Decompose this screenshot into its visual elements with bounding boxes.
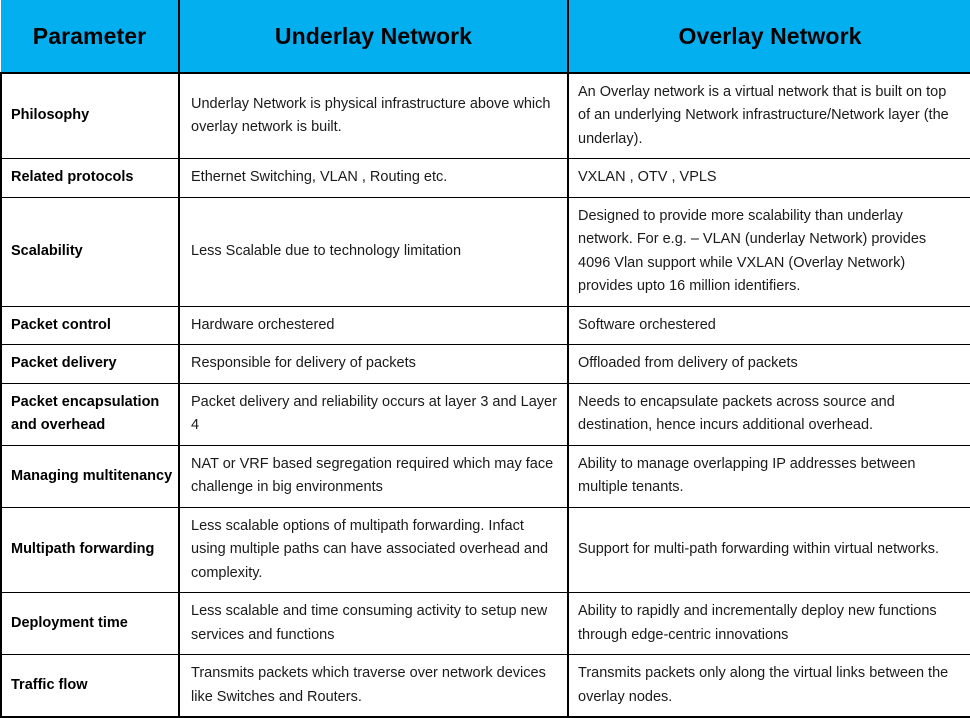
row-underlay-value: Packet delivery and reliability occurs at layer 3 and Layer 4 (179, 383, 568, 445)
table-row (1, 306, 970, 344)
row-overlay-value: Offloaded from delivery of packets (568, 345, 970, 383)
row-overlay-value: Software orchestered (568, 306, 970, 344)
table-row (1, 159, 970, 197)
row-parameter-label: Scalability (1, 197, 179, 306)
row-parameter-label: Multipath forwarding (1, 507, 179, 592)
row-overlay-value: Support for multi-path forwarding within virtual networks. (568, 507, 970, 592)
row-underlay-value: Ethernet Switching, VLAN , Routing etc. (179, 159, 568, 197)
row-overlay-value: Ability to manage overlapping IP addresses between multiple tenants. (568, 445, 970, 507)
table-header-row (1, 0, 970, 73)
table-row (1, 507, 970, 592)
header-overlay-network: Overlay Network (568, 0, 970, 73)
row-underlay-value: NAT or VRF based segregation required which may face challenge in big environments (179, 445, 568, 507)
row-parameter-label: Packet delivery (1, 345, 179, 383)
row-underlay-value: Less scalable and time consuming activity to setup new services and functions (179, 593, 568, 655)
row-parameter-label: Related protocols (1, 159, 179, 197)
row-underlay-value: Less scalable options of multipath forwarding. Infact using multiple paths can have associated overhead and complexity. (179, 507, 568, 592)
row-overlay-value: VXLAN , OTV , VPLS (568, 159, 970, 197)
header-underlay-network: Underlay Network (179, 0, 568, 73)
table-row (1, 593, 970, 655)
row-underlay-value: Transmits packets which traverse over network devices like Switches and Routers. (179, 655, 568, 717)
row-overlay-value: Designed to provide more scalability than underlay network. For e.g. – VLAN (underlay Network) provides 4096 Vlan support while VXLAN (Overlay Network) provides upto 16 million identifiers. (568, 197, 970, 306)
row-underlay-value: Less Scalable due to technology limitation (179, 197, 568, 306)
table-row (1, 655, 970, 717)
table-row (1, 73, 970, 159)
row-underlay-value: Hardware orchestered (179, 306, 568, 344)
table-row (1, 197, 970, 306)
row-overlay-value: Needs to encapsulate packets across source and destination, hence incurs additional overhead. (568, 383, 970, 445)
row-parameter-label: Philosophy (1, 73, 179, 159)
row-parameter-label: Managing multitenancy (1, 445, 179, 507)
row-parameter-label: Deployment time (1, 593, 179, 655)
row-parameter-label: Traffic flow (1, 655, 179, 717)
row-underlay-value: Underlay Network is physical infrastructure above which overlay network is built. (179, 73, 568, 159)
row-overlay-value: An Overlay network is a virtual network that is built on top of an underlying Network infrastructure/Network layer (the underlay). (568, 73, 970, 159)
table-body (1, 73, 970, 717)
row-parameter-label: Packet control (1, 306, 179, 344)
row-parameter-label: Packet encapsulation and overhead (1, 383, 179, 445)
row-overlay-value: Ability to rapidly and incrementally deploy new functions through edge-centric innovations (568, 593, 970, 655)
table-row (1, 383, 970, 445)
table-row (1, 345, 970, 383)
header-parameter: Parameter (1, 0, 179, 73)
row-underlay-value: Responsible for delivery of packets (179, 345, 568, 383)
table-row (1, 445, 970, 507)
row-overlay-value: Transmits packets only along the virtual links between the overlay nodes. (568, 655, 970, 717)
table-header (1, 0, 970, 73)
